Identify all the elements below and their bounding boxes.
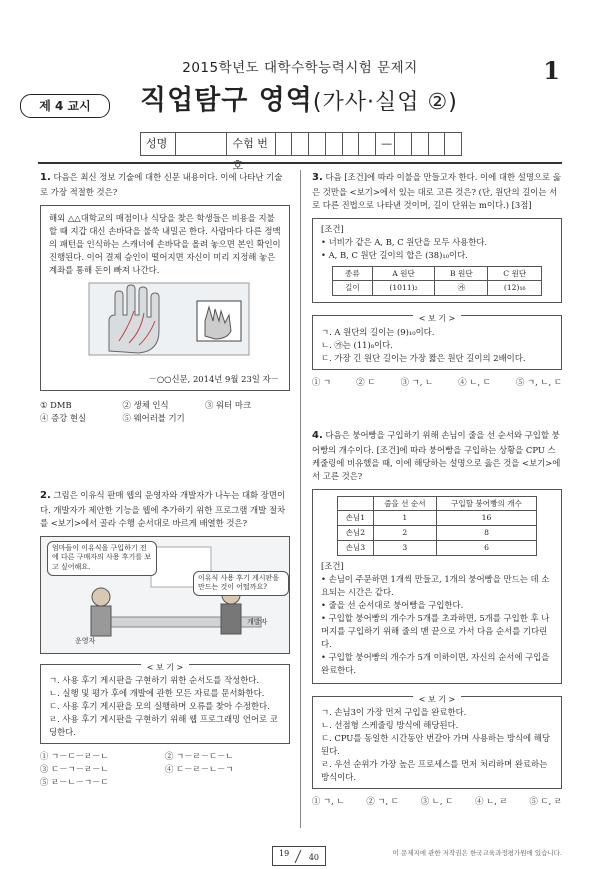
q4-bogi-1: ㄱ. 손님3이 가장 먼저 구입을 완료한다. [321, 707, 467, 718]
q4-stem: 다음은 붕어빵을 구입하기 위해 손님이 줄을 선 순서와 구입할 붕어빵의 개수이다. [조건]에 따라 붕어빵을 구입하는 상황을 CPU 스케줄링에 비유했을 때, 이에 해당하는 설명으로 옳은 것을 <보기>에서 고른 것은? [312, 430, 561, 481]
q1-article-box [40, 205, 290, 391]
question-2 [40, 488, 290, 789]
column-divider [300, 170, 301, 828]
q3-td-3: (12)₁₆ [488, 281, 542, 296]
exam-no-cell[interactable] [326, 133, 343, 155]
exam-no-cell[interactable] [292, 133, 309, 155]
q3-bogi-3: ㄷ. 가장 긴 원단 길이는 가장 짧은 원단 길이의 2배이다. [321, 352, 526, 363]
q4-cond-1: • 손님이 주문하면 1개씩 만들고, 1개의 붕어빵을 만드는 데 소요되는 시간은 같다. [321, 573, 550, 597]
subject-main: 직업탐구 영역 [140, 85, 313, 116]
q4-choice-1[interactable]: ① ㄱ, ㄴ [312, 796, 345, 807]
q3-choices [312, 376, 562, 389]
q2-choice-3[interactable]: ③ ㄷ－ㄱ－ㄹ－ㄴ [40, 764, 109, 775]
q3-cond-1: • 너비가 같은 A, B, C 원단을 모두 사용한다. [321, 236, 488, 247]
q2-bogi-title: < 보 기 > [141, 663, 190, 672]
exam-no-dash: — [376, 133, 395, 155]
q3-td-1: (1011)₂ [372, 281, 435, 296]
q3-cond-2: • A, B, C 원단 길이의 합은 (38)₁₀이다. [321, 249, 468, 260]
q3-choice-3[interactable]: ③ ㄱ, ㄴ [400, 376, 434, 387]
q3-th-0: 종류 [333, 266, 373, 281]
q3-td-2: ㉮ [435, 281, 488, 296]
q4-data-box [312, 489, 562, 684]
q2-bubble-operator: 엄마들이 이유식을 구입하기 전에 다른 구매자의 사용 후기를 보고 싶어해요. [47, 541, 157, 576]
q4-cond-2: • 줄을 선 순서대로 붕어빵을 구입한다. [321, 599, 464, 610]
q3-condition-box [312, 218, 562, 304]
q4-cell: 6 [436, 540, 536, 555]
q4-choice-4[interactable]: ④ ㄴ, ㄹ [475, 796, 508, 807]
q4-cell: 2 [373, 526, 436, 541]
q2-choice-4[interactable]: ④ ㄷ－ㄹ－ㄴ－ㄱ [165, 764, 234, 775]
exam-no-cell[interactable] [309, 133, 326, 155]
q4-number: 4. [312, 430, 323, 441]
q4-cell: 1 [373, 511, 436, 526]
question-4 [312, 428, 562, 808]
q4-th-2: 구입할 붕어빵의 개수 [436, 496, 536, 511]
q4-bogi-2: ㄴ. 선점형 스케줄링 방식에 해당된다. [321, 720, 459, 731]
q4-choice-5[interactable]: ⑤ ㄷ, ㄹ [529, 796, 562, 807]
q3-choice-2[interactable]: ② ㄷ [356, 376, 376, 387]
q1-choice-5[interactable]: ⑤ 웨어러블 기기 [122, 412, 185, 423]
exam-no-cell[interactable] [359, 133, 376, 155]
q4-bogi-title: < 보 기 > [413, 695, 462, 704]
q4-cell: 손님2 [338, 526, 374, 541]
q4-cell: 손님1 [338, 511, 374, 526]
q2-choice-5[interactable]: ⑤ ㄹ－ㄴ－ㄱ－ㄷ [40, 777, 109, 788]
q3-choice-5[interactable]: ⑤ ㄱ, ㄴ, ㄷ [516, 376, 562, 387]
q3-choice-4[interactable]: ④ ㄴ, ㄷ [458, 376, 491, 387]
table-row [333, 266, 542, 281]
q4-cond-3: • 구입할 붕어빵의 개수가 5개를 초과하면, 5개를 구입한 후 나머지를 구입하기 위해 줄의 맨 끝으로 가서 다음 순서를 기다린다. [321, 612, 550, 649]
q3-bogi-2: ㄴ. ㉮는 (11)₈이다. [321, 339, 393, 350]
subject-title [140, 80, 458, 122]
page-counter [272, 846, 326, 866]
subject-paren: (가사·실업 ②) [312, 90, 458, 115]
palm-vein-illustration [49, 281, 281, 359]
q2-illustration [40, 536, 290, 654]
exam-no-cell[interactable] [276, 133, 293, 155]
q2-bogi-4: ㄹ. 사용 후기 게시판을 구현하기 위해 웹 프로그래밍 언어로 코딩한다. [49, 713, 278, 737]
q3-number: 3. [312, 172, 323, 183]
q2-choices [40, 750, 290, 789]
q3-th-3: C 원단 [488, 266, 542, 281]
q1-choices [40, 399, 290, 425]
q3-cond-title: [조건] [321, 223, 344, 234]
q1-choice-1[interactable]: ① DMB [40, 399, 72, 410]
q4-bogi-4: ㄹ. 우선 순위가 가장 높은 프로세스를 먼저 처리하며 완료하는 방식이다. [321, 759, 548, 783]
q2-bogi-box [40, 664, 290, 744]
session-badge: 제 4 교시 [20, 94, 110, 118]
q1-stem: 다음은 최신 정보 기술에 대한 신문 내용이다. 이에 나타난 기술로 가장 적절한 것은? [40, 172, 283, 197]
q2-number: 2. [40, 490, 51, 501]
exam-no-cell[interactable] [429, 133, 446, 155]
q4-choice-3[interactable]: ③ ㄴ, ㄷ [420, 796, 454, 807]
page-total: 40 [308, 853, 319, 862]
q1-number: 1. [40, 172, 51, 183]
q2-bogi-1: ㄱ. 사용 후기 게시판을 구현하기 위한 순서도를 작성한다. [49, 674, 260, 685]
q1-choice-2[interactable]: ② 생체 인식 [122, 399, 169, 410]
q1-article: 해외 △△대학교의 매점이나 식당을 찾은 학생들은 비용을 지불할 때 지갑 대신 손바닥을 불쑥 내밀곤 한다. 사람마다 다른 정맥의 패턴을 인식하는 스캐너에 손바닥을 올려 놓으면 본인 확인이 진행된다. 이어 결제 승인이 떨어지면 자신이 미리 지정해 놓은 계좌를 통해 돈이 빠져 나간다. [49, 212, 281, 275]
q4-th-1: 줄을 선 순서 [373, 496, 436, 511]
q3-td-0: 길이 [333, 281, 373, 296]
q2-choice-1[interactable]: ① ㄱ－ㄷ－ㄹ－ㄴ [40, 751, 109, 761]
q2-label-operator: 운영자 [75, 636, 96, 645]
name-box [140, 132, 462, 172]
q3-bogi-1: ㄱ. A 원단의 길이는 (9)₁₀이다. [321, 326, 435, 337]
question-3 [312, 170, 562, 389]
q3-th-1: A 원단 [372, 266, 435, 281]
table-row [338, 540, 537, 555]
question-1 [40, 170, 290, 425]
q4-bogi-3: ㄷ. CPU를 동일한 시간동안 번갈아 가며 사용하는 방식에 해당된다. [321, 733, 550, 757]
exam-no-cell[interactable] [343, 133, 360, 155]
exam-no-cell[interactable] [412, 133, 429, 155]
q1-source: －○○신문, 2014년 9월 23일 자－ [148, 373, 279, 384]
q4-bogi-box [312, 696, 562, 789]
exam-no-cell[interactable] [445, 133, 461, 155]
copyright: 이 문제지에 관한 저작권은 한국교육과정평가원에 있습니다. [392, 849, 562, 857]
q2-choice-2[interactable]: ② ㄱ－ㄹ－ㄷ－ㄴ [165, 751, 234, 761]
table-row [338, 526, 537, 541]
q4-cell: 손님3 [338, 540, 374, 555]
q4-choices [312, 795, 562, 808]
table-row [333, 281, 542, 296]
page-number: 1 [543, 56, 560, 85]
q3-bogi-box [312, 315, 562, 369]
q4-table [337, 496, 537, 556]
exam-title: 2015학년도 대학수학능력시험 문제지 [182, 60, 418, 76]
table-row [338, 511, 537, 526]
q4-th-0 [338, 496, 374, 511]
q2-stem: 그림은 이유식 판매 웹의 운영자와 개발자가 나누는 대화 장면이다. 개발자가 제안한 기능을 웹에 추가하기 위한 프로그램 개발 절차를 <보기>에서 골라 수행 순서대로 바르게 배열한 것은? [40, 490, 286, 528]
q4-cond-4: • 구입할 붕어빵의 개수가 5개 이하이면, 자신의 순서에 구입을 완료한다. [321, 651, 550, 675]
q2-bubble-developer: 이유식 사용 후기 게시판을 만드는 것이 어떨까요? [193, 571, 289, 597]
q1-choice-3[interactable]: ③ 워터 마크 [205, 399, 252, 410]
q3-choice-1[interactable]: ① ㄱ [312, 376, 332, 387]
name-field[interactable] [176, 133, 227, 155]
exam-no-label: 수험 번호 [227, 133, 275, 155]
name-label: 성명 [141, 133, 176, 155]
page-current: 19 [279, 849, 290, 858]
table-row [338, 496, 537, 511]
q3-stem: 다음 [조건]에 따라 이불을 만들고자 한다. 이에 대한 설명으로 옳은 것만을 <보기>에서 있는 대로 고른 것은? (단, 원단의 길이는 서로 다른 진법으로 나타낸 것이며, 길이 단위는 m이다.) [3점] [312, 172, 561, 210]
q4-cell: 3 [373, 540, 436, 555]
q2-bogi-3: ㄷ. 사용 후기 게시판을 모의 실행하며 오류를 찾아 수정한다. [49, 700, 270, 711]
exam-no-cell[interactable] [395, 133, 412, 155]
q4-choice-2[interactable]: ② ㄱ, ㄷ [366, 796, 399, 807]
q3-bogi-title: < 보 기 > [413, 314, 462, 323]
q4-cell: 8 [436, 526, 536, 541]
q3-th-2: B 원단 [435, 266, 488, 281]
q2-label-developer: 개발자 [247, 617, 268, 626]
q1-choice-4[interactable]: ④ 증강 현실 [40, 412, 87, 423]
q3-table [332, 266, 542, 297]
q4-cell: 16 [436, 511, 536, 526]
header-rule [38, 162, 562, 164]
q4-cond-title: [조건] [321, 560, 344, 571]
q2-bogi-2: ㄴ. 실행 및 평가 후에 개발에 관한 모든 자료를 문서화한다. [49, 687, 265, 698]
